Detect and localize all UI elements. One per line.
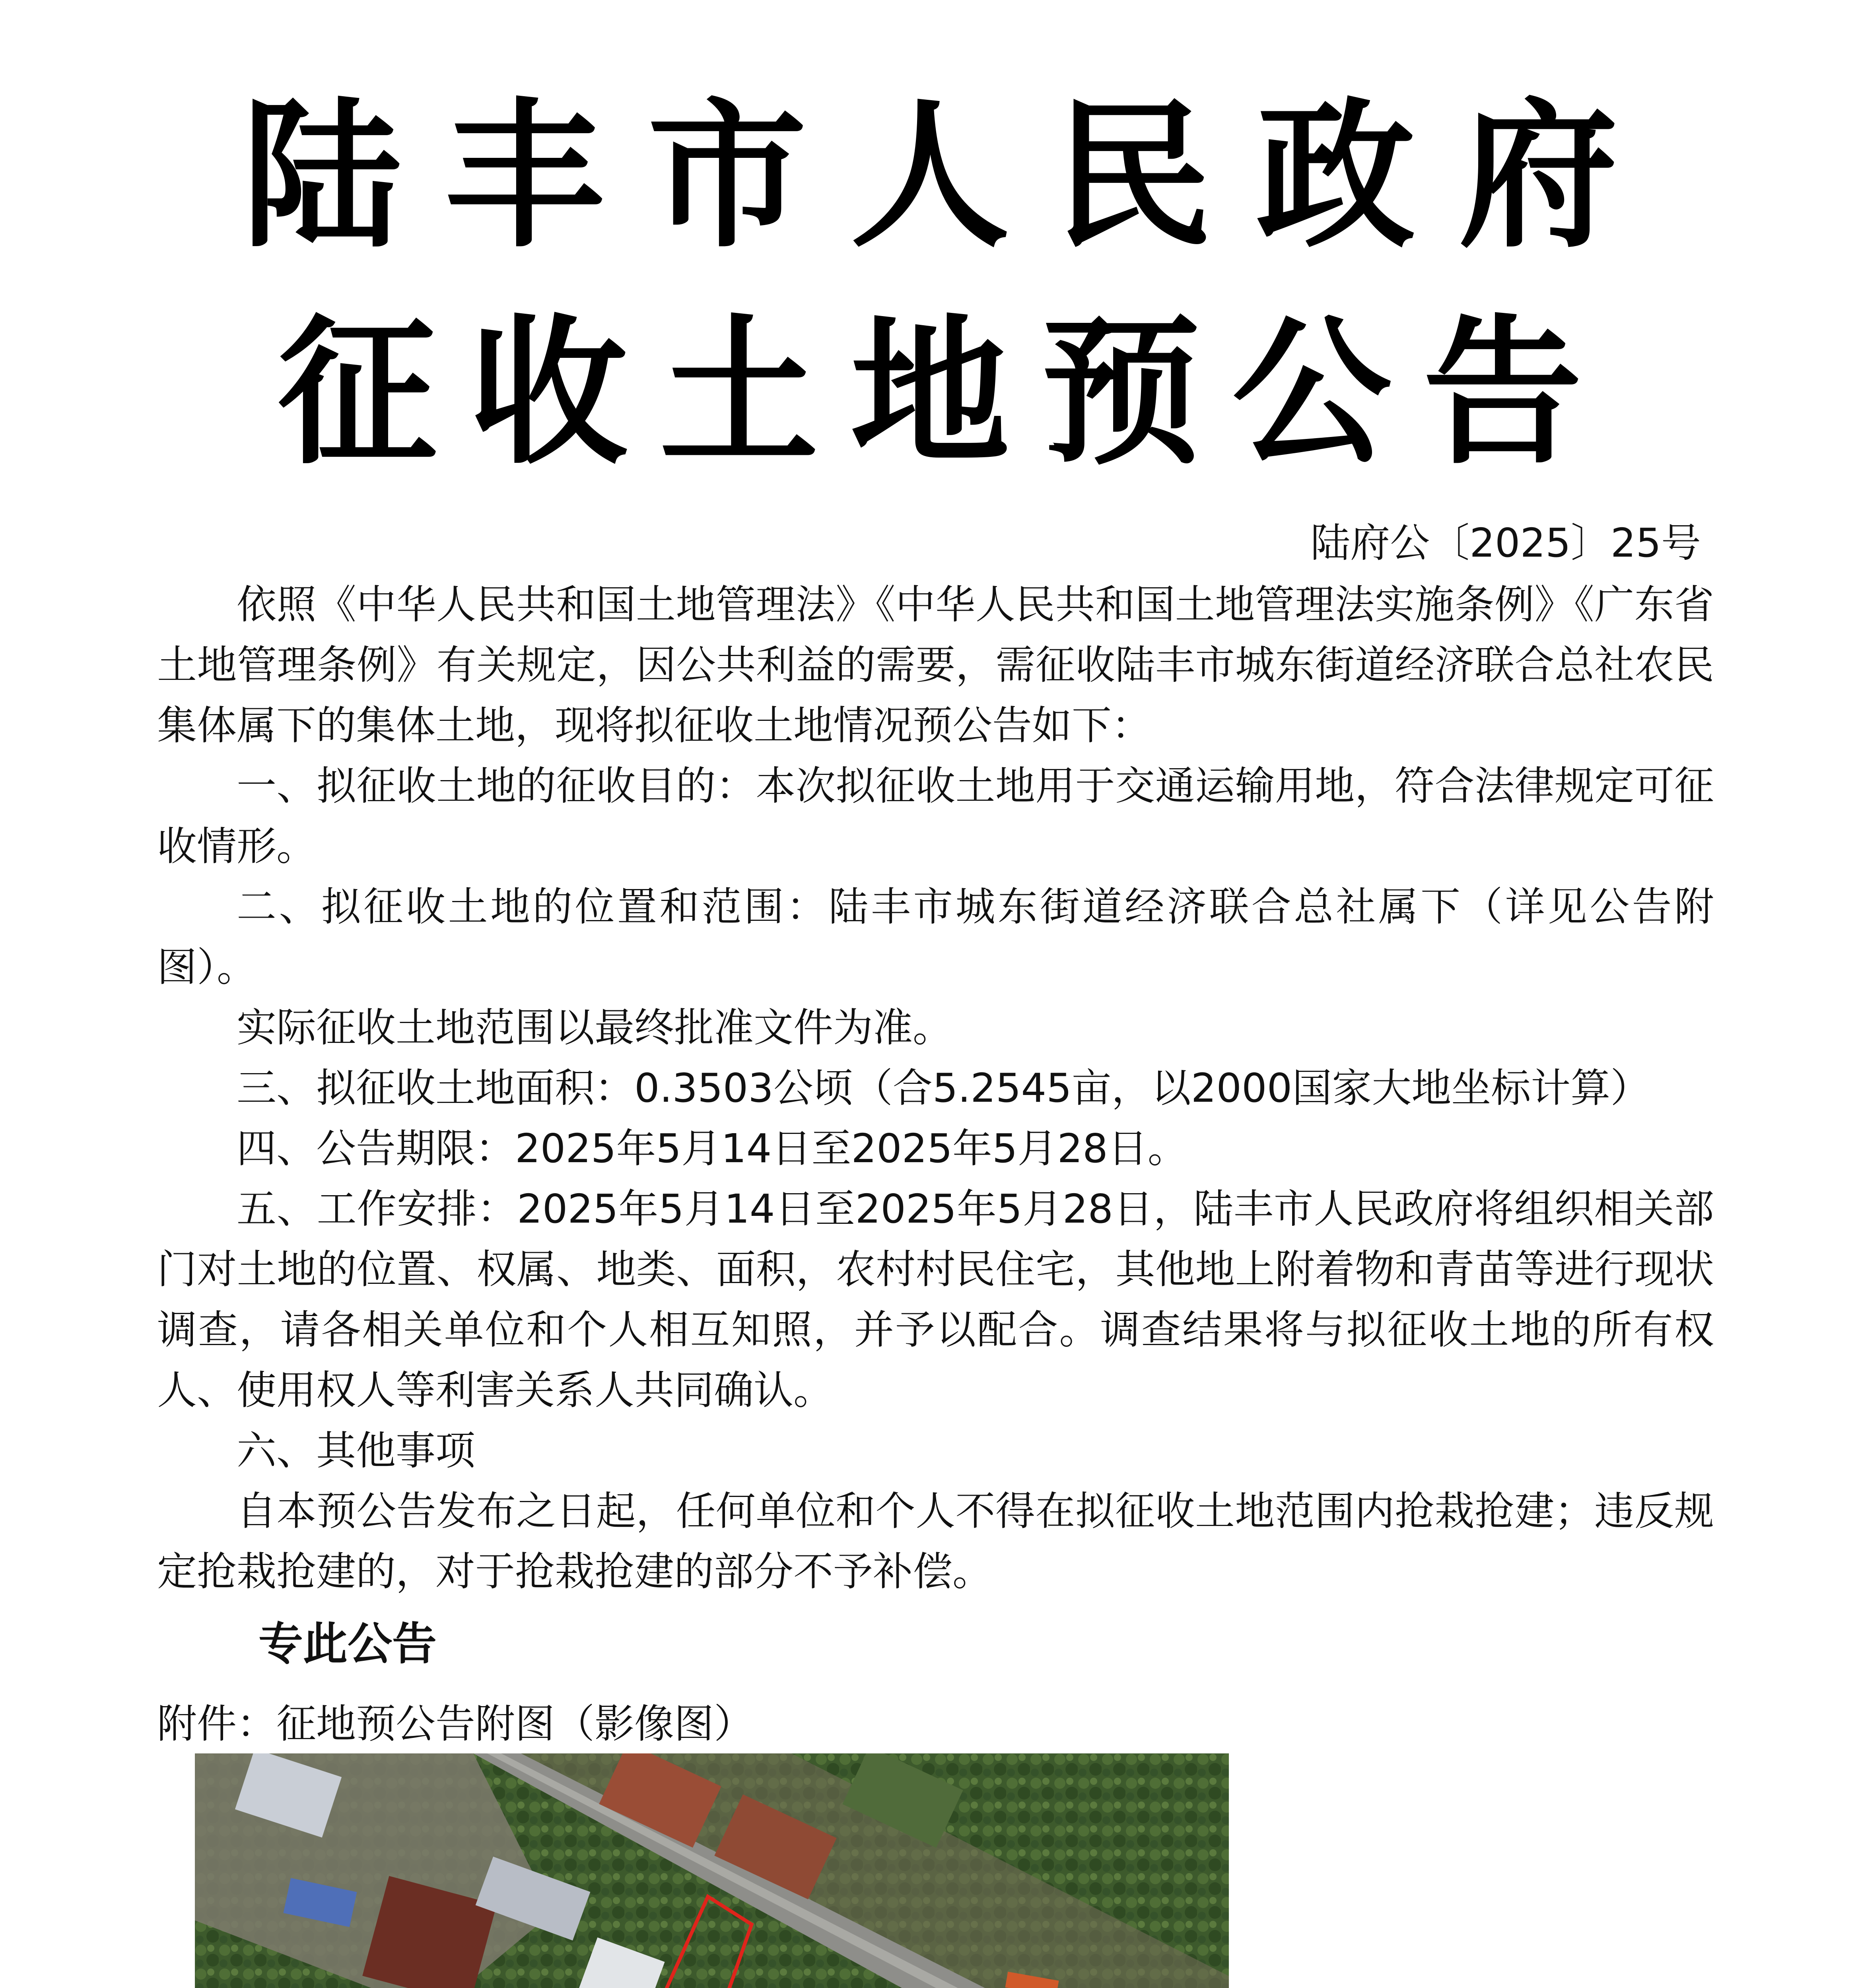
paragraph-area: 三、拟征收土地面积：0.3503公顷（合5.2545亩，以2000国家大地坐标计算） — [237, 1065, 1650, 1111]
paragraph-other-heading: 六、其他事项 — [237, 1427, 475, 1474]
paragraph-purpose: 一、拟征收土地的征收目的：本次拟征收土地用于交通运输用地，符合法律规定可征收情形。 — [157, 763, 1714, 870]
title-line-1: 陆丰市人民政府 — [242, 84, 1662, 269]
paragraph-period: 四、公告期限：2025年5月14日至2025年5月28日。 — [237, 1125, 1188, 1172]
title-line-2: 征收土地预公告 — [278, 301, 1614, 486]
paragraph-location: 二、拟征收土地的位置和范围：陆丰市城东街道经济联合总社属下（详见公告附图）。 — [157, 883, 1714, 990]
paragraph-other-content: 自本预公告发布之日起，任何单位和个人不得在拟征收土地范围内抢栽抢建；违反规定抢栽抢建的，对于抢栽抢建的部分不予补偿。 — [157, 1488, 1714, 1595]
paragraph-intro: 依照《中华人民共和国土地管理法》《中华人民共和国土地管理法实施条例》《广东省土地管理条例》有关规定，因公共利益的需要，需征收陆丰市城东街道经济联合总社农民集体属下的集体土地，现将拟征收土地情况预公告如下： — [157, 581, 1714, 749]
paragraph-scope-note: 实际征收土地范围以最终批准文件为准。 — [237, 1004, 952, 1051]
satellite-map-image — [195, 1753, 1229, 1988]
notice-body — [157, 575, 1714, 1602]
satellite-map — [195, 1753, 1229, 1988]
closing-statement: 专此公告 — [258, 1618, 437, 1670]
document-number: 陆府公〔2025〕25号 — [1310, 520, 1701, 566]
attachment-label: 附件：征地预公告附图（影像图） — [157, 1701, 754, 1747]
paragraph-arrangement: 五、工作安排：2025年5月14日至2025年5月28日，陆丰市人民政府将组织相关部门对土地的位置、权属、地类、面积，农村村民住宅，其他地上附着物和青苗等进行现状调查，请各相关单位和个人相互知照，并予以配合。调查结果将与拟征收土地的所有权人、使用权人等利害关系人共同确认。 — [157, 1186, 1714, 1413]
